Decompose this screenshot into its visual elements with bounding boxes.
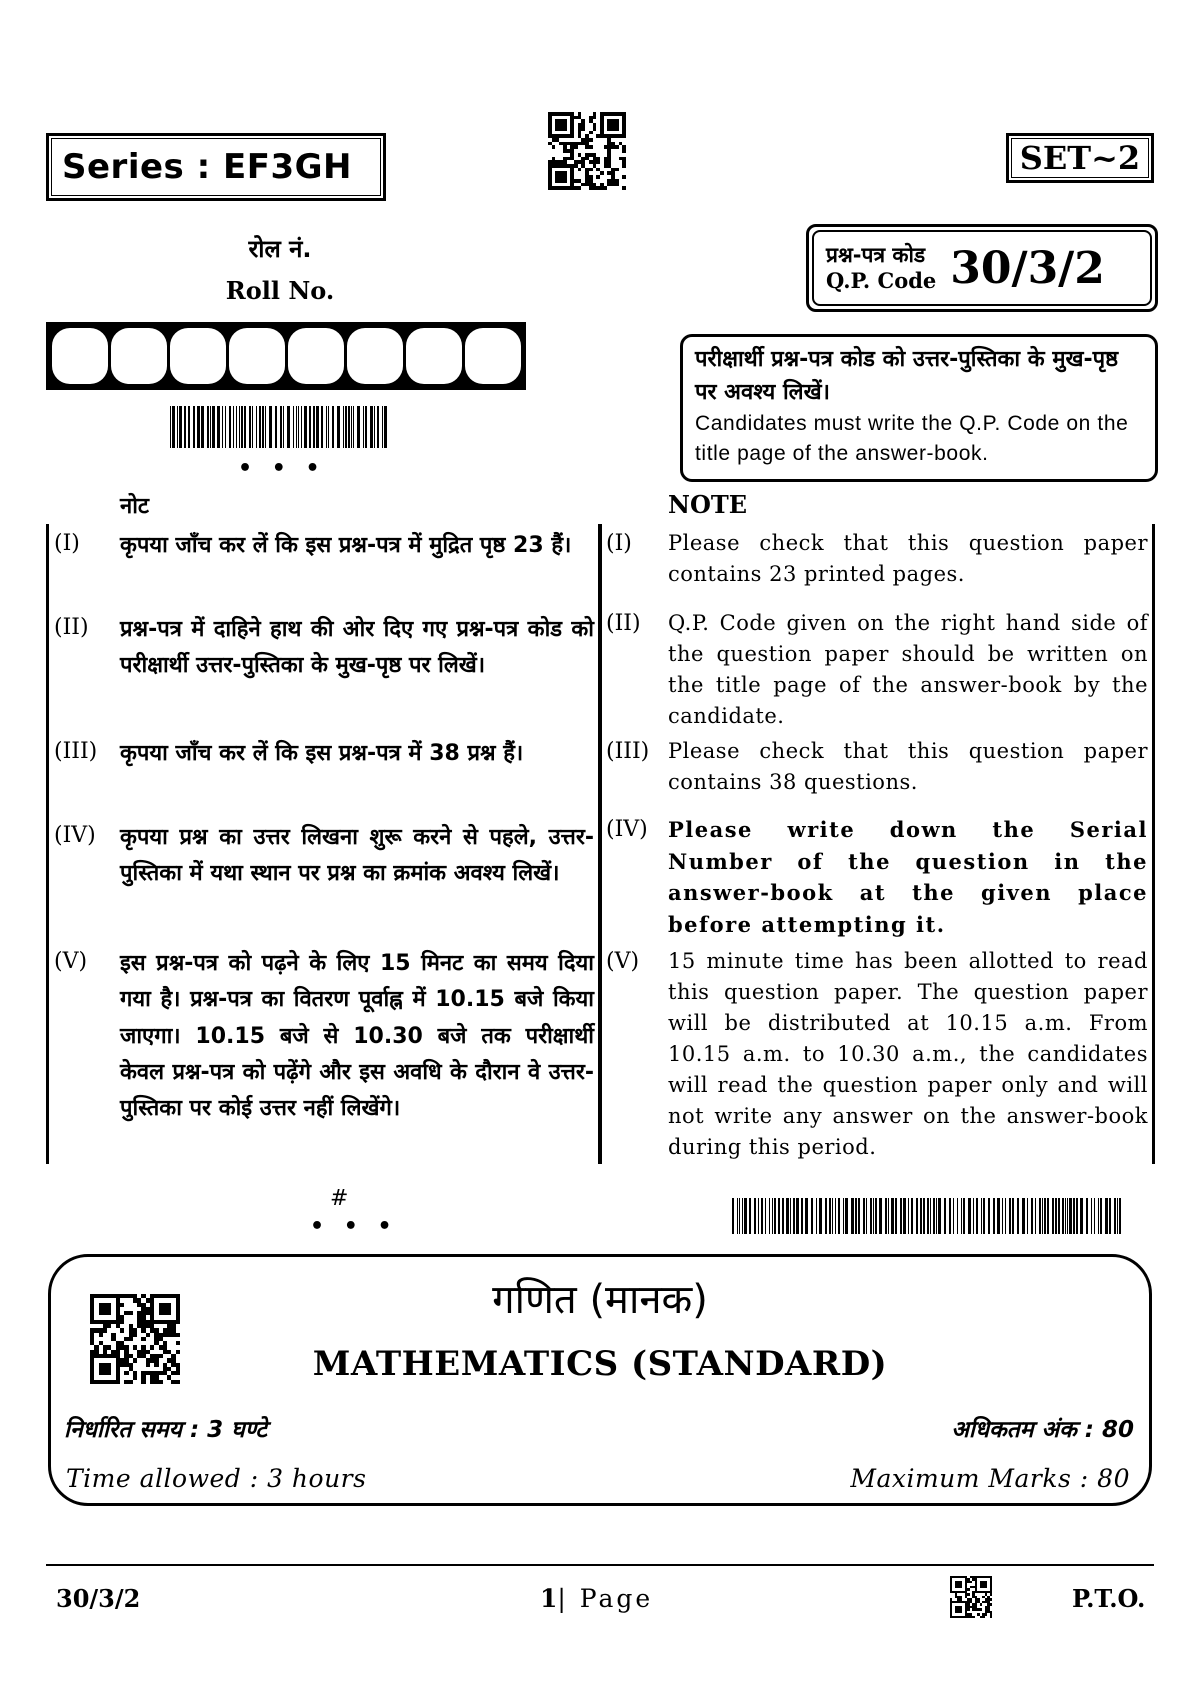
barcode-bar xyxy=(1100,1198,1103,1234)
barcode-bar xyxy=(353,406,354,448)
barcode-bar xyxy=(866,1198,868,1234)
note-text-hindi: प्रश्न-पत्र में दाहिने हाथ की ओर दिए गए प्रश्न-पत्र कोड को परीक्षार्थी उत्तर-पुस्तिका के मुख-पृष्ठ पर लिखें। xyxy=(120,617,594,679)
barcode-bar xyxy=(1017,1198,1020,1234)
barcode-bar xyxy=(222,406,223,448)
barcode-bar xyxy=(796,1198,799,1234)
candidate-instruction-hindi: परीक्षार्थी प्रश्न-पत्र कोड को उत्तर-पुस्तिका के मुख-पृष्ठ पर अवश्य लिखें। xyxy=(695,347,1119,405)
barcode-bar xyxy=(348,406,351,448)
barcode-bar xyxy=(835,1198,836,1234)
barcode-bar xyxy=(293,406,294,448)
barcode-bar xyxy=(345,406,347,448)
note-title: NOTE xyxy=(668,490,747,519)
subject-qr-code xyxy=(90,1294,180,1384)
barcode-bar xyxy=(936,1198,937,1234)
barcode-bar xyxy=(374,406,375,448)
barcode-bar xyxy=(953,1198,954,1234)
barcode-bar xyxy=(1067,1198,1068,1234)
note-item-hindi xyxy=(54,946,594,1127)
barcode-bar xyxy=(1069,1198,1072,1234)
set-label: SET~2 xyxy=(1011,138,1149,178)
time-allowed: Time allowed : 3 hours xyxy=(66,1464,367,1493)
barcode-bar xyxy=(843,1198,845,1234)
barcode-bar xyxy=(357,406,360,448)
barcode-bar xyxy=(1005,1198,1006,1234)
barcode-bar xyxy=(1052,1198,1054,1234)
barcode-bar xyxy=(236,406,237,448)
note-text-hindi: इस प्रश्न-पत्र को पढ़ने के लिए 15 मिनट का समय दिया गया है। प्रश्न-पत्र का वितरण पूर्वाह्न में 10.15 बजे किया जाएगा। 10.15 बजे से 10.30 बजे तक परीक्षार्थी केवल प्रश्न-पत्र को पढ़ेंगे और इस अवधि के दौरान वे उत्तर-पुस्तिका पर कोई उत्तर नहीं लिखेंगे। xyxy=(120,951,594,1122)
barcode-bar xyxy=(742,1198,743,1234)
barcode-bar xyxy=(855,1198,858,1234)
barcode-bar xyxy=(981,1198,982,1234)
barcode-bar xyxy=(1109,1198,1112,1234)
page-label: | Page xyxy=(557,1584,654,1613)
note-text-hindi: कृपया प्रश्न का उत्तर लिखना शुरू करने से पहले, उत्तर-पुस्तिका में यथा स्थान पर प्रश्न का क्रमांक अवश्य लिखें। xyxy=(120,825,594,887)
barcode-bar xyxy=(961,1198,962,1234)
barcode-bar xyxy=(983,1198,985,1234)
barcode-bar xyxy=(793,1198,796,1234)
barcode-bar xyxy=(863,1198,865,1234)
barcode-bar xyxy=(739,1198,740,1234)
note-number: (I) xyxy=(606,531,632,556)
barcode-bar xyxy=(1027,1198,1028,1234)
barcode-bar xyxy=(1022,1198,1025,1234)
qp-code-label: Q.P. Code xyxy=(826,268,937,293)
barcode-bar xyxy=(993,1198,995,1234)
barcode-bar xyxy=(891,1198,894,1234)
note-number: (IV) xyxy=(606,817,648,842)
barcode-bar xyxy=(761,1198,763,1234)
barcode-bar xyxy=(997,1198,1000,1234)
barcode-bar xyxy=(1080,1198,1083,1234)
barcode-bar xyxy=(382,406,384,448)
note-text: 15 minute time has been allotted to read this question paper. The question paper will be distributed at 10.15 a.m. From 10.15 a.m. to 10.30 a.m., the candidates will read the question paper only and will not write any answer on the answer-book during this period. xyxy=(668,949,1148,1160)
note-text: Please check that this question paper contains 23 printed pages. xyxy=(668,531,1148,587)
barcode-bar xyxy=(1119,1198,1122,1234)
qr-module xyxy=(176,1380,180,1384)
series-label: Series : EF3GH xyxy=(51,138,381,196)
barcode-bar xyxy=(870,1198,872,1234)
roll-number-cell[interactable] xyxy=(288,328,344,384)
barcode-bar xyxy=(256,406,257,448)
roll-number-cell[interactable] xyxy=(406,328,462,384)
barcode-bar xyxy=(201,406,204,448)
maximum-marks: Maximum Marks : 80 xyxy=(850,1464,1130,1493)
roll-number-cell[interactable] xyxy=(347,328,403,384)
barcode-bar xyxy=(337,406,340,448)
barcode-bar xyxy=(239,406,240,448)
barcode-bar xyxy=(1091,1198,1092,1234)
roll-number-label-hindi: रोल नं. xyxy=(248,235,312,263)
barcode-bar xyxy=(977,1198,978,1234)
barcode-bar xyxy=(816,1198,817,1234)
barcode-bar xyxy=(241,406,243,448)
barcode-bar xyxy=(949,1198,951,1234)
barcode-bar xyxy=(758,1198,759,1234)
barcode-bar xyxy=(1039,1198,1041,1234)
barcode-bar xyxy=(1073,1198,1076,1234)
barcode-bar xyxy=(328,406,330,448)
subject-title: MATHEMATICS (STANDARD) xyxy=(312,1344,888,1384)
barcode-bar xyxy=(298,406,299,448)
barcode-bar xyxy=(265,406,266,448)
barcode-bar xyxy=(801,1198,804,1234)
note-number: (I) xyxy=(54,531,80,556)
barcode-bar xyxy=(737,1198,738,1234)
barcode-bar xyxy=(732,1198,734,1234)
center-divider xyxy=(598,524,602,1164)
barcode-bar xyxy=(384,406,387,448)
note-item-hindi xyxy=(54,612,594,685)
barcode-bar xyxy=(885,1198,887,1234)
roll-number-cell[interactable] xyxy=(465,328,521,384)
barcode-bar xyxy=(1105,1198,1108,1234)
barcode-bar xyxy=(938,1198,941,1234)
note-number: (V) xyxy=(606,949,640,974)
barcode-bar xyxy=(172,406,175,448)
barcode-bar xyxy=(1098,1198,1099,1234)
note-item xyxy=(606,946,1148,1164)
barcode-bar xyxy=(309,406,311,448)
barcode-bar xyxy=(363,406,364,448)
barcode-bar xyxy=(973,1198,974,1234)
barcode-bar xyxy=(225,406,226,448)
barcode-bar xyxy=(233,406,234,448)
note-text: Please check that this question paper contains 38 questions. xyxy=(668,739,1148,795)
barcode-bar xyxy=(1117,1198,1118,1234)
barcode-bar xyxy=(786,1198,789,1234)
barcode-bar xyxy=(188,406,191,448)
barcode-bar xyxy=(1094,1198,1095,1234)
page-number: 1 xyxy=(540,1584,558,1613)
barcode-bar xyxy=(988,1198,991,1234)
barcode-bar xyxy=(207,406,210,448)
barcode-bar xyxy=(1031,1198,1034,1234)
barcode-bar xyxy=(1009,1198,1011,1234)
barcode-bar xyxy=(316,406,319,448)
barcode-bar xyxy=(765,1198,766,1234)
roll-number-label: Roll No. xyxy=(225,276,335,305)
barcode-bar xyxy=(1044,1198,1047,1234)
barcode-bar xyxy=(888,1198,890,1234)
barcode-bar xyxy=(304,406,307,448)
barcode-bar xyxy=(1058,1198,1060,1234)
barcode-bar xyxy=(900,1198,902,1234)
barcode-bar xyxy=(769,1198,770,1234)
barcode-bar xyxy=(252,406,253,448)
note-text-hindi: कृपया जाँच कर लें कि इस प्रश्न-पत्र में मुद्रित पृष्ठ 23 हैं। xyxy=(120,533,572,558)
barcode-bar xyxy=(210,406,211,448)
barcode-bar xyxy=(1012,1198,1014,1234)
note-number: (V) xyxy=(54,949,88,974)
barcode-bar xyxy=(930,1198,931,1234)
barcode-bar xyxy=(968,1198,971,1234)
barcode-bar xyxy=(287,406,290,448)
left-border xyxy=(46,524,49,1164)
roll-number-cell[interactable] xyxy=(52,328,108,384)
series-box xyxy=(46,133,386,201)
note-title-hindi: नोट xyxy=(120,494,149,519)
paper-barcode xyxy=(732,1198,1122,1234)
barcode-bar xyxy=(838,1198,840,1234)
note-text: Please write down the Serial Number of the question in the answer-book at the given place before attempting it. xyxy=(668,817,1148,937)
maximum-marks-hindi: अधिकतम अंक : 80 xyxy=(951,1417,1134,1443)
barcode-bar xyxy=(927,1198,929,1234)
barcode-bar xyxy=(177,406,179,448)
note-item xyxy=(606,736,1148,798)
note-item-hindi xyxy=(54,820,594,893)
barcode-bar xyxy=(754,1198,757,1234)
barcode-bar xyxy=(217,406,220,448)
barcode-bar xyxy=(875,1198,878,1234)
barcode-bar xyxy=(377,406,379,448)
barcode-bar xyxy=(976,1198,977,1234)
barcode-bar xyxy=(229,406,231,448)
barcode-bar xyxy=(772,1198,773,1234)
note-number: (III) xyxy=(54,739,98,764)
barcode-bar xyxy=(1086,1198,1089,1234)
note-item xyxy=(606,528,1148,590)
barcode-bar xyxy=(805,1198,808,1234)
set-box xyxy=(1006,133,1154,183)
hash-mark: # xyxy=(330,1186,349,1211)
barcode-bar xyxy=(920,1198,923,1234)
barcode-bar xyxy=(782,1198,785,1234)
barcode-bar xyxy=(193,406,195,448)
note-number: (III) xyxy=(606,739,650,764)
barcode-bar xyxy=(1047,1198,1049,1234)
barcode-bar xyxy=(916,1198,918,1234)
barcode-bar xyxy=(197,406,200,448)
barcode-bar xyxy=(819,1198,822,1234)
qp-code-box xyxy=(806,224,1158,312)
note-number: (II) xyxy=(606,611,641,636)
barcode-bar xyxy=(275,406,277,448)
barcode-bar xyxy=(283,406,284,448)
barcode-bar xyxy=(749,1198,751,1234)
barcode-bar xyxy=(321,406,323,448)
barcode-bar xyxy=(249,406,251,448)
barcode-bar xyxy=(832,1198,833,1234)
barcode-bar xyxy=(903,1198,906,1234)
barcode-bar xyxy=(895,1198,898,1234)
separator-dots: • • • xyxy=(238,456,326,481)
note-text-hindi: कृपया जाँच कर लें कि इस प्रश्न-पत्र में 38 प्रश्न हैं। xyxy=(120,741,524,766)
barcode-bar xyxy=(326,406,327,448)
barcode-bar xyxy=(845,1198,848,1234)
qr-module xyxy=(990,1616,992,1618)
barcode-bar xyxy=(244,406,247,448)
page-indicator xyxy=(540,1584,653,1613)
barcode-bar xyxy=(1114,1198,1116,1234)
roll-barcode xyxy=(170,406,390,448)
barcode-bar xyxy=(933,1198,936,1234)
barcode-bar xyxy=(1065,1198,1066,1234)
note-number: (IV) xyxy=(54,823,96,848)
barcode-bar xyxy=(908,1198,910,1234)
barcode-bar xyxy=(370,406,373,448)
barcode-bar xyxy=(873,1198,874,1234)
barcode-bar xyxy=(879,1198,882,1234)
barcode-bar xyxy=(170,406,171,448)
barcode-bar xyxy=(790,1198,791,1234)
candidate-instruction-box xyxy=(680,334,1158,482)
barcode-bar xyxy=(179,406,182,448)
barcode-bar xyxy=(313,406,316,448)
barcode-bar xyxy=(811,1198,813,1234)
note-item xyxy=(606,608,1148,732)
note-item-hindi xyxy=(54,736,594,772)
barcode-bar xyxy=(1002,1198,1004,1234)
barcode-bar xyxy=(774,1198,776,1234)
pto-label: P.T.O. xyxy=(1072,1584,1146,1613)
time-allowed-hindi: निर्धारित समय : 3 घण्टे xyxy=(64,1417,268,1443)
barcode-bar xyxy=(923,1198,925,1234)
barcode-bar xyxy=(259,406,261,448)
barcode-bar xyxy=(1062,1198,1065,1234)
footer-rule xyxy=(46,1564,1154,1566)
qp-code-value: 30/3/2 xyxy=(950,242,1105,294)
barcode-bar xyxy=(1035,1198,1036,1234)
roll-number-cell[interactable] xyxy=(170,328,226,384)
top-qr-code xyxy=(548,112,626,190)
barcode-bar xyxy=(957,1198,958,1234)
roll-number-cell[interactable] xyxy=(111,328,167,384)
note-item-hindi xyxy=(54,528,594,564)
qr-module xyxy=(622,186,626,190)
barcode-bar xyxy=(296,406,298,448)
barcode-bar xyxy=(343,406,344,448)
subject-title-hindi: गणित (मानक) xyxy=(492,1277,708,1323)
barcode-bar xyxy=(365,406,368,448)
roll-number-cell[interactable] xyxy=(229,328,285,384)
barcode-bar xyxy=(280,406,283,448)
barcode-bar xyxy=(858,1198,860,1234)
barcode-bar xyxy=(1076,1198,1078,1234)
barcode-bar xyxy=(744,1198,747,1234)
note-item xyxy=(606,814,1148,940)
barcode-bar xyxy=(825,1198,827,1234)
barcode-bar xyxy=(212,406,215,448)
barcode-bar xyxy=(1055,1198,1058,1234)
barcode-bar xyxy=(351,406,352,448)
note-text: Q.P. Code given on the right hand side of the question paper should be written on the title page of the answer-book by the candidate. xyxy=(668,611,1148,729)
right-border xyxy=(1152,524,1155,1164)
candidate-instruction: Candidates must write the Q.P. Code on the title page of the answer-book. xyxy=(695,412,1129,466)
roll-number-boxes xyxy=(46,322,526,390)
barcode-bar xyxy=(1042,1198,1043,1234)
footer-qp-code: 30/3/2 xyxy=(56,1584,141,1613)
barcode-bar xyxy=(184,406,186,448)
barcode-bar xyxy=(301,406,302,448)
barcode-bar xyxy=(269,406,272,448)
barcode-bar xyxy=(332,406,334,448)
barcode-bar xyxy=(851,1198,854,1234)
separator-dots: • • • xyxy=(310,1214,398,1239)
barcode-bar xyxy=(911,1198,913,1234)
note-number: (II) xyxy=(54,615,89,640)
footer-qr-code xyxy=(950,1576,992,1618)
barcode-bar xyxy=(829,1198,832,1234)
barcode-bar xyxy=(778,1198,780,1234)
barcode-bar xyxy=(963,1198,965,1234)
barcode-bar xyxy=(944,1198,947,1234)
qp-code-label-hindi: प्रश्न-पत्र कोड xyxy=(826,242,926,267)
barcode-bar xyxy=(262,406,265,448)
